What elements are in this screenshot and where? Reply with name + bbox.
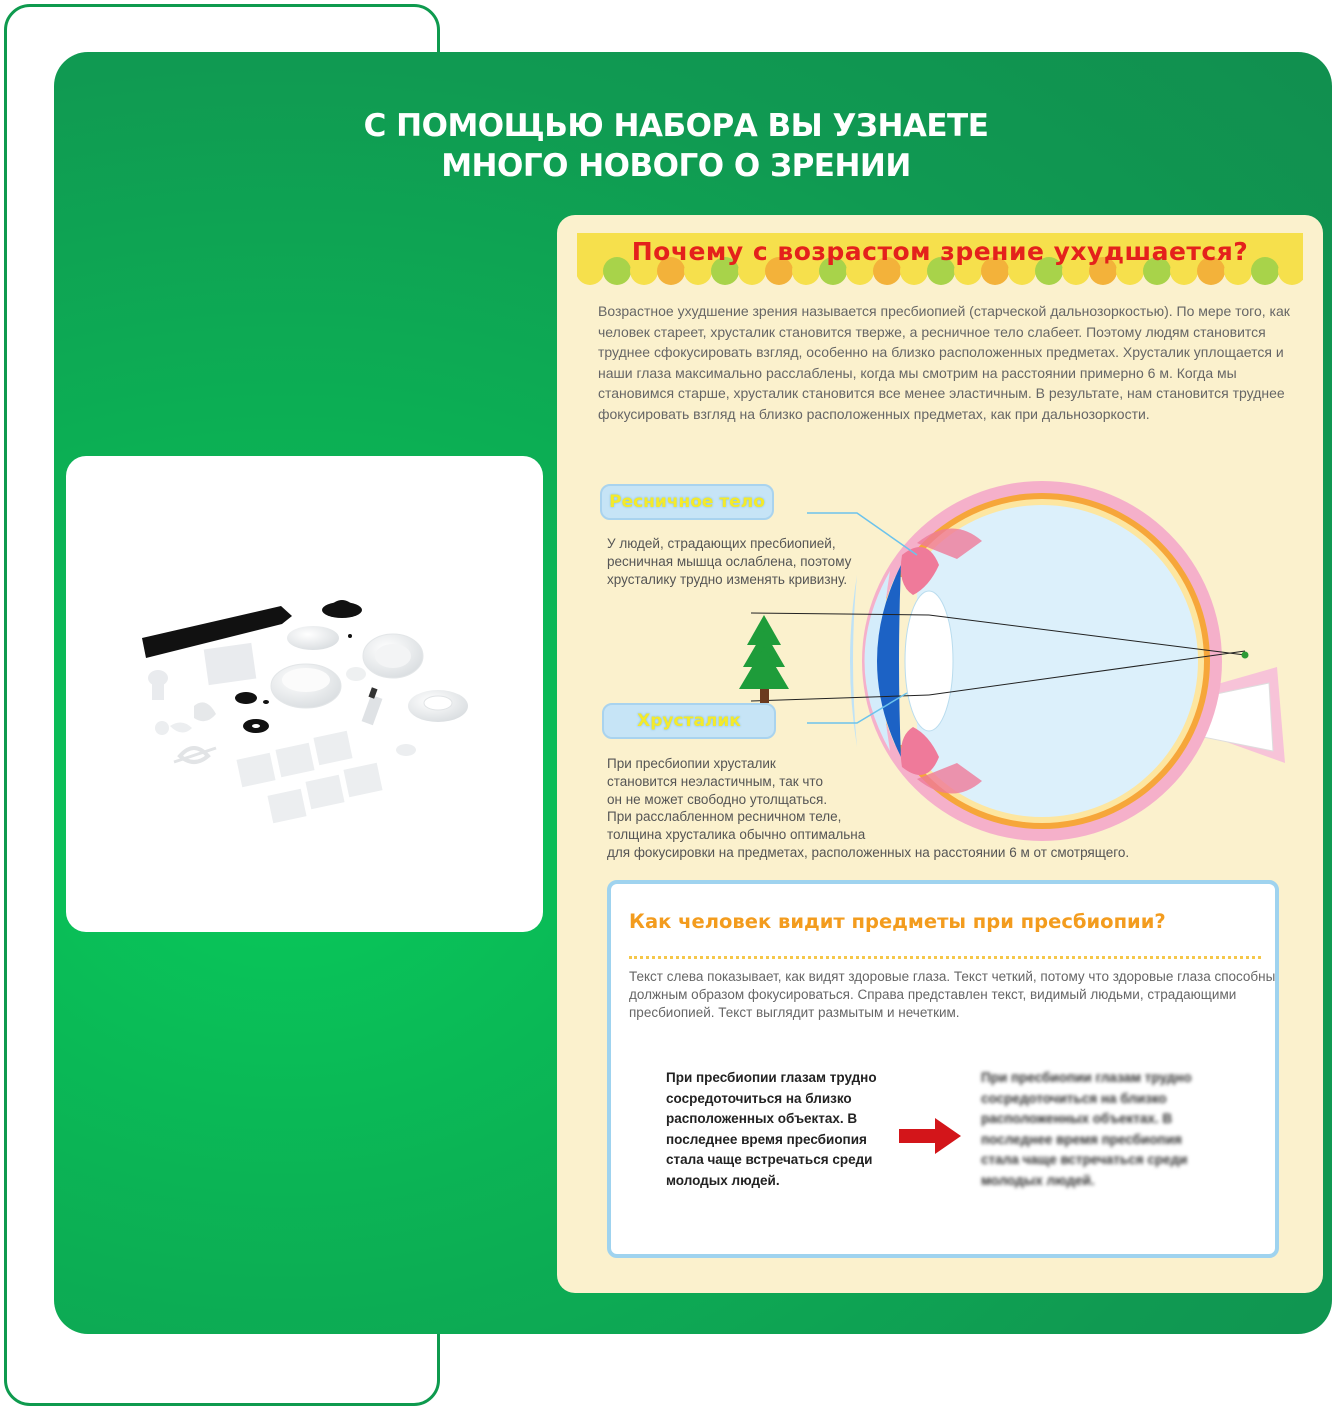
note-lens-line: он не может свободно утолщаться. [607,791,828,807]
blurred-text-sample: При пресбиопии глазам трудно сосредоточиться на близко расположенных объектах. В последнее время пресбиопия стала чаще встречаться среди молодых людей. [981,1070,1192,1188]
note-lens-line: становится неэластичным, так что [607,773,823,789]
headline-line-1: С ПОМОЩЬЮ НАБОРА ВЫ УЗНАЕТЕ [363,108,989,144]
note-lens-line: для фокусировки на предметах, расположенных на расстоянии 6 м от смотрящего. [607,844,1130,860]
label-lens: Хрусталик [602,703,776,739]
label-ciliary-body: Ресничное тело [600,484,774,520]
info-poster [557,215,1323,1293]
note-lens-line: При расслабленном ресничном теле, [607,809,842,825]
box-title: Как человек видит предметы при пресбиопии? [629,910,1166,933]
kit-photo-card [66,456,543,932]
headline-line-2: МНОГО НОВОГО О ЗРЕНИИ [441,148,911,184]
note-lens [607,755,1307,862]
headline [54,106,1298,186]
note-lens-line: толщина хрусталика обычно оптимальна [607,827,866,843]
sharp-text-sample: При пресбиопии глазам трудно сосредоточиться на близко расположенных объектах. В последнее время пресбиопия стала чаще встречаться среди молодых людей. [666,1070,877,1188]
poster-title: Почему с возрастом зрение ухудшается? [631,237,1249,266]
right-arrow-icon [897,1116,963,1156]
intro-text: Возрастное ухудшение зрения называется пресбиопией (старческой дальнозоркостью). По мере того, как человек стареет, хрусталик становится тверже, а ресничное тело слабеет. Поэтому людям становится труднее сфокусировать взгляд, особенно на близко расположенных предметах. Хрусталик уплощается и наши глаза максимально расслаблены, когда мы смотрим на расстоянии примерно 6 м. Когда мы становимся старше, хрусталик становится все менее эластичным. В результате, нам становится труднее фокусировать взгляд на близко расположенных предметах, как при дальнозоркости. [598,303,1290,422]
dotted-divider [629,956,1261,959]
note-lens-line: При пресбиопии хрусталик [607,756,776,771]
note-ciliary: У людей, страдающих пресбиопией, ресничная мышца ослаблена, поэтому хрусталику трудно изменять кривизну. [607,536,852,587]
presbyopia-box [607,880,1279,1258]
kit-parts-image [66,456,543,932]
box-text: Текст слева показывает, как видят здоровые глаза. Текст четкий, потому что здоровые глаза способны должным образом фокусироваться. Справа представлен текст, видимый людьми, страдающими пресбиопией. Текст выглядит размытым и нечетким. [629,969,1276,1021]
